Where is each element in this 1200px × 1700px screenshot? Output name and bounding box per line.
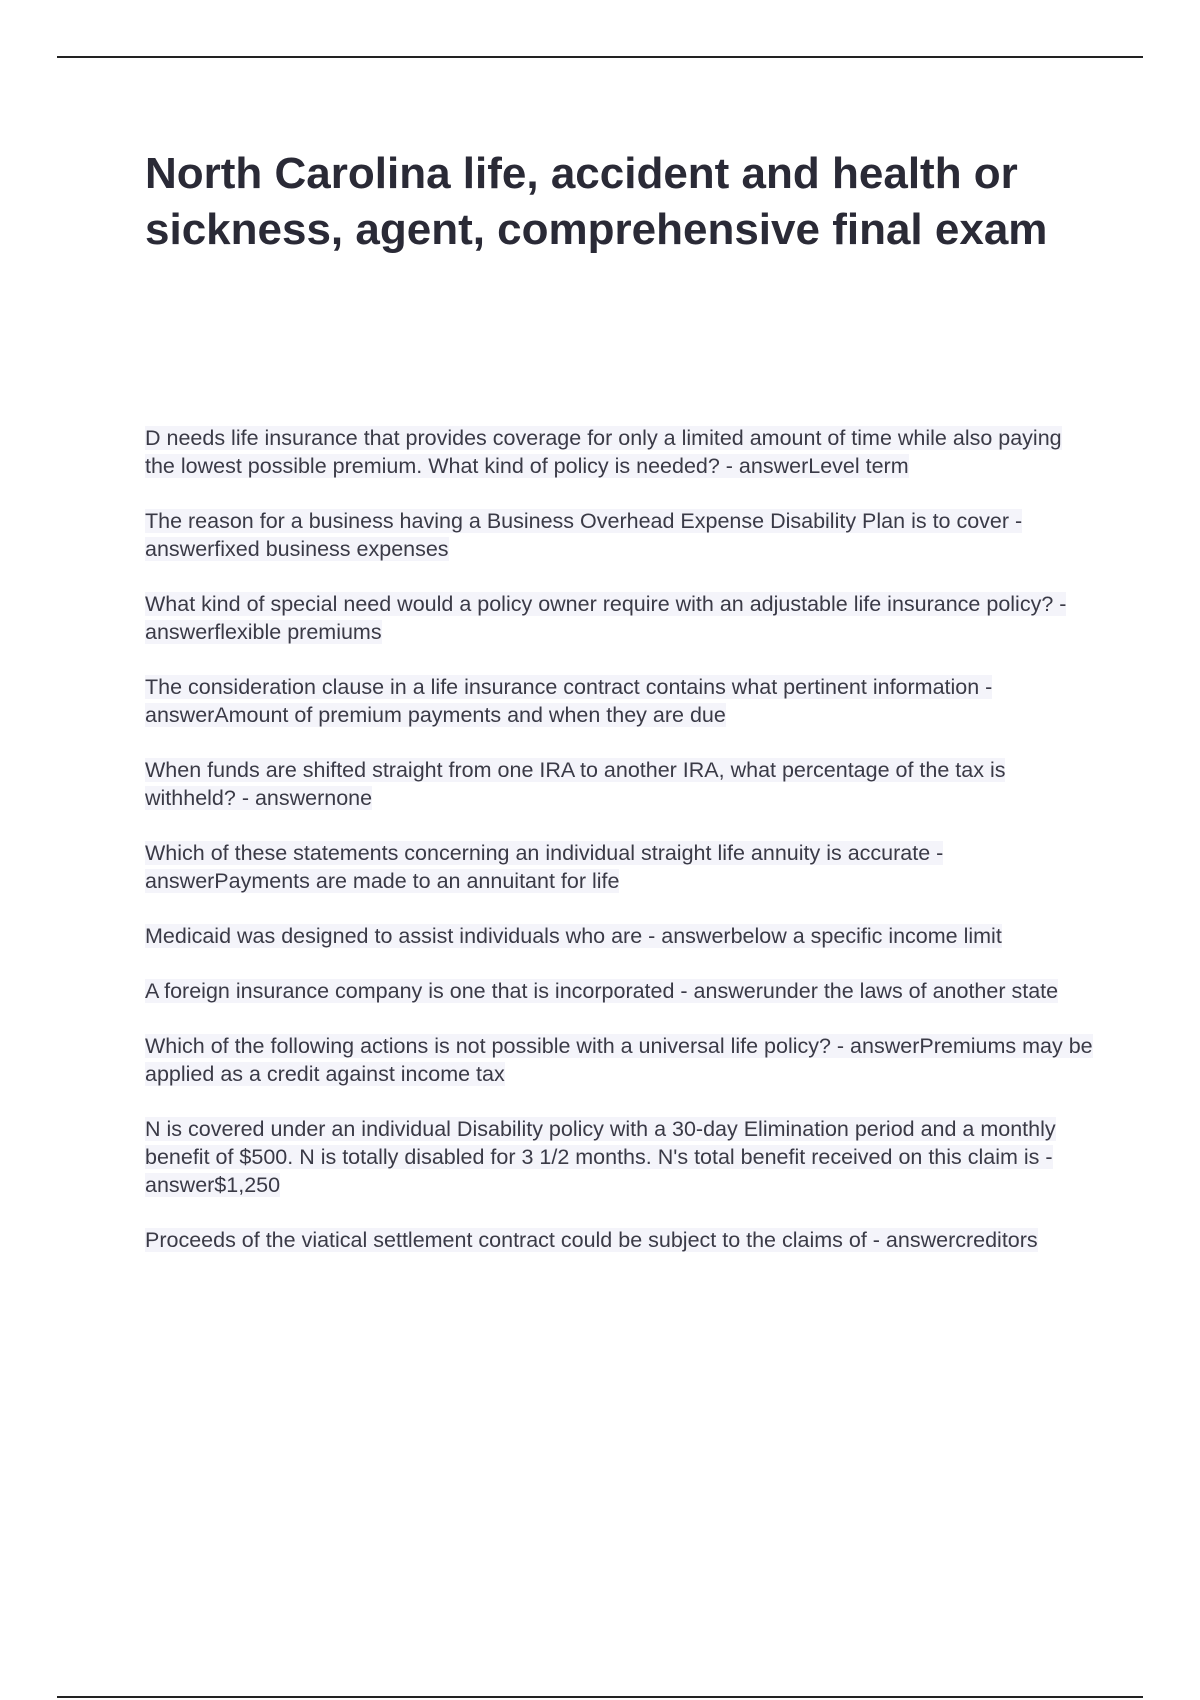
- qa-text: Which of these statements concerning an individual straight life annuity is accurate - answerPayments are made to an annuitant for life: [145, 841, 944, 893]
- qa-item-11: [145, 1226, 1095, 1254]
- qa-item-5: [145, 756, 1095, 812]
- qa-list: [145, 424, 1095, 1281]
- qa-item-2: [145, 507, 1095, 563]
- qa-text: Which of the following actions is not possible with a universal life policy? - answerPremiums may be applied as a credit against income tax: [145, 1034, 1093, 1086]
- qa-item-1: [145, 424, 1095, 480]
- qa-text: What kind of special need would a policy owner require with an adjustable life insurance policy? - answerflexible premiums: [145, 592, 1067, 644]
- qa-item-4: [145, 673, 1095, 729]
- qa-item-3: [145, 590, 1095, 646]
- qa-item-8: [145, 977, 1095, 1005]
- qa-text: The consideration clause in a life insurance contract contains what pertinent information - answerAmount of premium payments and when they are due: [145, 675, 993, 727]
- qa-item-6: [145, 839, 1095, 895]
- qa-item-9: [145, 1032, 1095, 1088]
- qa-text: A foreign insurance company is one that is incorporated - answerunder the laws of another state: [145, 979, 1059, 1003]
- qa-text: N is covered under an individual Disability policy with a 30-day Elimination period and a monthly benefit of $500. N is totally disabled for 3 1/2 months. N's total benefit received on this claim is - answer$1,250: [145, 1117, 1056, 1197]
- qa-text: Proceeds of the viatical settlement contract could be subject to the claims of - answercreditors: [145, 1228, 1038, 1252]
- qa-item-7: [145, 922, 1095, 950]
- top-rule: [57, 56, 1143, 58]
- qa-text: When funds are shifted straight from one IRA to another IRA, what percentage of the tax is withheld? - answernone: [145, 758, 1006, 810]
- qa-item-10: [145, 1115, 1095, 1199]
- bottom-rule: [57, 1696, 1143, 1698]
- qa-text: Medicaid was designed to assist individuals who are - answerbelow a specific income limit: [145, 924, 1002, 948]
- qa-text: D needs life insurance that provides coverage for only a limited amount of time while also paying the lowest possible premium. What kind of policy is needed? - answerLevel term: [145, 426, 1062, 478]
- qa-text: The reason for a business having a Business Overhead Expense Disability Plan is to cover - answerfixed business expenses: [145, 509, 1023, 561]
- document-title: North Carolina life, accident and health or sickness, agent, comprehensive final exam: [145, 149, 1048, 254]
